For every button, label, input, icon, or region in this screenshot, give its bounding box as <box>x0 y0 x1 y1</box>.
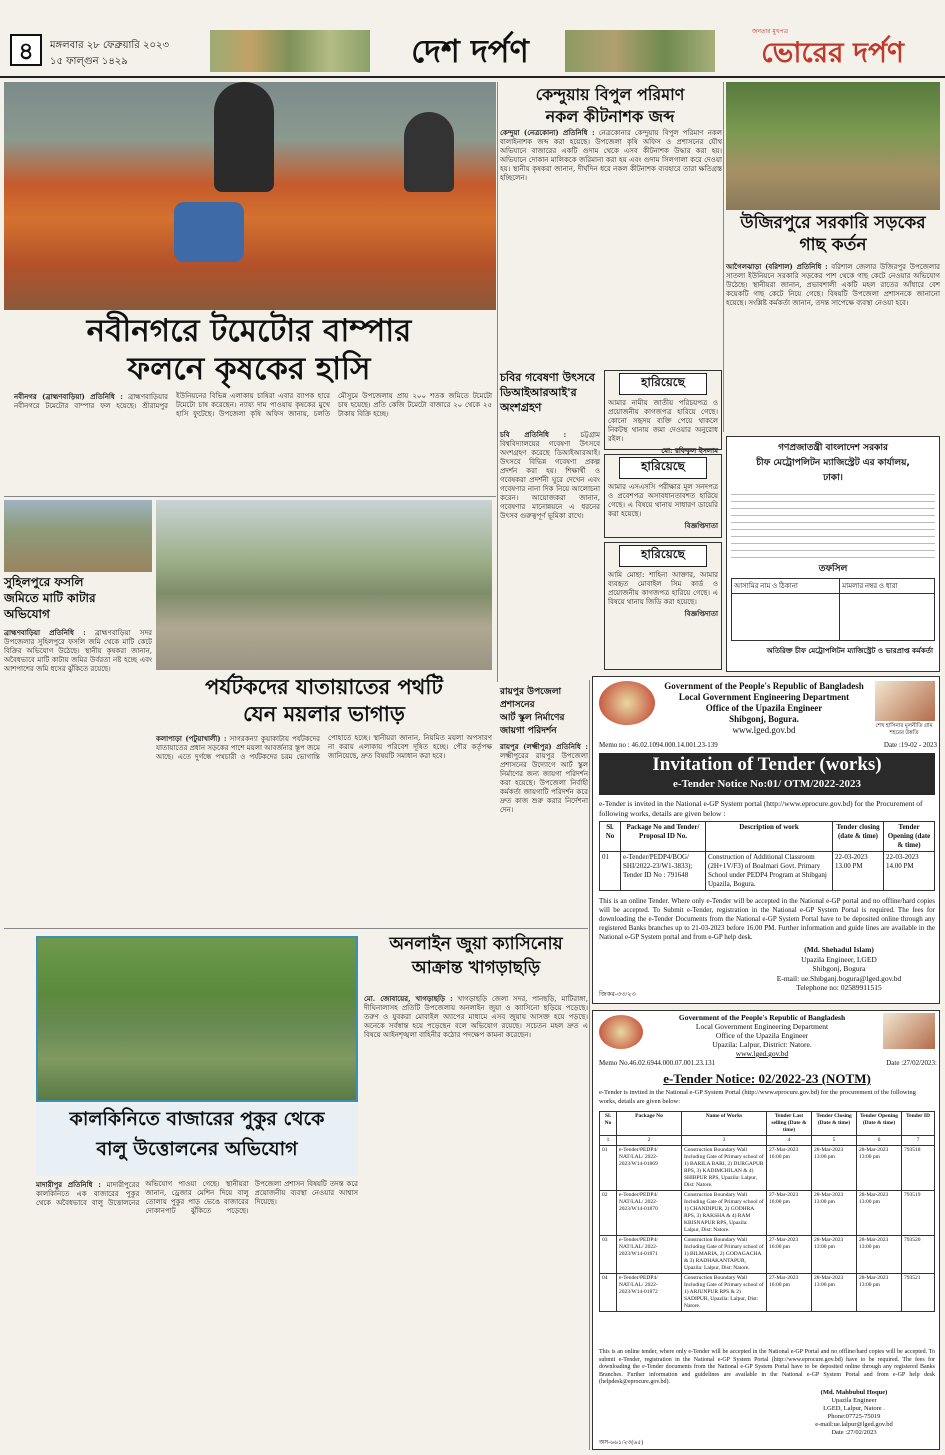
tender2-td: 793518 <box>902 1146 935 1191</box>
raipur-headline-line1: রায়পুর উপজেলা প্রশাসনের <box>500 687 562 710</box>
kalkini-headline-line2: বালু উত্তোলনের অভিযোগ <box>96 1138 298 1160</box>
tomato-sack <box>174 202 244 262</box>
table-row <box>600 1236 935 1274</box>
court-gov: গণপ্রজাতন্ত্রী বাংলাদেশ সরকার <box>778 443 888 453</box>
tender2-td: 27-Mar-2023 16:00 pm <box>767 1146 812 1191</box>
tender2-td: 793521 <box>902 1274 935 1312</box>
tender2-td: 01 <box>600 1146 617 1191</box>
court-city: ঢাকা। <box>823 473 843 483</box>
tender2-td: 28-Mar-2023 13:00 pm <box>812 1146 857 1191</box>
tourism-headline <box>156 674 492 730</box>
tender2-signer-title: Upazila Engineer <box>831 1397 877 1404</box>
pm-portrait <box>883 1013 935 1049</box>
tender2-num: 6 <box>857 1136 902 1146</box>
tender2-th: Name of Works <box>682 1112 767 1136</box>
court-sign: অতিরিক্ত চীফ মেট্রোপলিটন ম্যাজিস্ট্রেট ও ভারপ্রাপ্ত কর্মকর্তা <box>766 647 933 655</box>
tender1-office: Office of the Upazila Engineer <box>705 703 823 713</box>
issue-date-bangla: ১৫ ফাল্গুন ১৪২৯ <box>50 56 128 67</box>
section-rule <box>4 496 496 497</box>
tomato-headline-line2: ফলনে কৃষকের হাসি <box>127 351 371 387</box>
page-header <box>0 0 945 78</box>
suhilpur-byline: ব্রাহ্মণবাড়িয়া প্রতিনিধি : <box>4 628 86 637</box>
kalkini-body: মাদারীপুরের কালকিনিতে এক বাজারের পুকুর থেকে অবৈধভাবে বালু উত্তোলনের অভিযোগ পাওয়া গেছে। স্থানীয়রা জানান, ড্রেজার মেশিন দিয়ে বালু তোলায় পুকুর পাড় ভেঙে বাজারের দোকানপাট ঝুঁকিতে পড়েছে। উপজেলা প্রশাসন বিষয়টি তদন্ত করে প্রয়োজনীয় ব্যবস্থা নেওয়ার আশ্বাস দিয়েছে। <box>36 1180 358 1215</box>
tender2-td: 27-Mar-2023 16:00 pm <box>767 1191 812 1236</box>
lost-notice-name: বিজ্ঞপ্তিদাতা <box>684 609 718 618</box>
kalkini-headline-line1: কালকিনিতে বাজারের পুকুর থেকে <box>69 1108 325 1130</box>
tender2-th: Sl. No <box>600 1112 617 1136</box>
research-byline: চবি প্রতিনিধি : <box>500 430 567 439</box>
tender1-th: Sl. No <box>600 822 621 852</box>
tender1-dept: Local Government Engineering Department <box>678 692 850 702</box>
tender2-th: Tender Last selling (Date & time) <box>767 1112 812 1136</box>
ujirpur-headline <box>726 212 940 260</box>
tender2-th: Tender Opening (Date & time) <box>857 1112 902 1136</box>
raipur-article <box>500 742 588 922</box>
tourism-article <box>156 734 492 920</box>
tender1-td: 22-03-2023 14.00 PM <box>884 852 935 891</box>
table-row <box>600 1146 935 1191</box>
raipur-body: লক্ষ্মীপুরের রায়পুর উপজেলা প্রশাসনের উদ্যোগে আর্ট স্কুল নির্মাণের জন্য জায়গা পরিদর্শন করা হয়েছে। উপজেলা নির্বাহী কর্মকর্তা জায়গাটি পরিদর্শন করে দ্রুত কাজ শুরু করার নির্দেশনা দেন। <box>500 752 588 814</box>
tender2-num: 5 <box>812 1136 857 1146</box>
garbage-road-photo <box>156 500 492 670</box>
tender1-intro: e-Tender is invited in the National e-GP System portal (http://www.eprocure.gov.bd) for the Procurement of following works, details are given below : <box>599 799 923 818</box>
tender2-td: 28-Mar-2023 13:00 pm <box>857 1146 902 1191</box>
tender2-num: 7 <box>902 1136 935 1146</box>
tender1-gov: Government of the People's Republic of Bangladesh <box>664 681 864 691</box>
research-headline-line1: চবির গবেষণা উৎসবে <box>500 371 595 384</box>
casino-headline <box>364 932 588 990</box>
suhilpur-headline <box>4 574 152 626</box>
tender1-th: Tender Opening (date & time) <box>884 822 935 852</box>
tourism-byline: কলাপাড়া (পটুয়াখালী) : <box>156 734 227 743</box>
court-table <box>731 578 935 641</box>
table-row <box>600 1274 935 1312</box>
section-rule <box>4 928 588 929</box>
table-row <box>600 1191 935 1236</box>
kalkini-byline: মাদারীপুর প্রতিনিধি : <box>36 1180 101 1189</box>
lost-notice-body: আমার এসএসসি পরীক্ষার মূল সনদপত্র ও প্রবেশপত্র অসাবধানতাবশত হারিয়ে গেছে। এ বিষয়ে থানায় সাধারণ ডায়েরি করা হয়েছে। <box>608 483 718 518</box>
header-photo-strip-right <box>565 30 715 72</box>
soil-cutting-photo <box>4 500 152 572</box>
mujib-logo <box>599 1015 643 1049</box>
tender2-td: Construction Boundary Wall Including Gate of Primary school of 1) ARJUNPUR RPS & 2) SADIPUR, Upazila: Lalpur, Dist: Natore. <box>682 1274 767 1312</box>
tender1-memo: Memo no : 46.02.1094.000.14.001.23-139 <box>599 741 718 749</box>
tender1-title-box <box>599 753 935 795</box>
tender1-td: 22-03-2023 13.00 PM <box>833 852 884 891</box>
tender1-table-wrap <box>599 821 935 895</box>
court-office: চীফ মেট্রোপলিটন ম্যাজিস্ট্রেট এর কার্যালয়, <box>756 458 910 468</box>
tender2-title: e-Tender Notice: 02/2022-23 (NOTM) <box>663 1071 871 1086</box>
ujirpur-byline: আগৈলঝাড়া (বরিশাল) প্রতিনিধি : <box>726 262 828 271</box>
suhilpur-article <box>4 628 152 928</box>
road-trees-photo <box>726 82 940 210</box>
tender2-num: 1 <box>600 1136 617 1146</box>
ujirpur-headline-line1: উজিরপুরে সরকারি সড়কের <box>740 213 926 233</box>
masthead-logo: ভোরের দর্পণ <box>761 36 904 69</box>
tender1-note: This is an online Tender. Where only e-Tender will be accepted in the National e-GP portal and no offline/hard copies will be accepted. To Submit e-Tender, registration in the National e-GP System Portal is required. The fees for downloading the e-Tender Documents from the National e-GP System Portal have to be deposited online through any registered Banks branches up to 21-03-2023 before 16.00 PM. Further information and guide lines are available in the National e-GP System portal and from e-GP help desk. <box>599 897 935 941</box>
tender1-table <box>599 821 935 891</box>
tender1-sign <box>743 945 935 1003</box>
tender2-email: e-mail:ue.lalpur@lged.gov.bd <box>815 1421 893 1428</box>
court-schedule: তফসিল <box>818 564 848 574</box>
tender2-td: 27-Mar-2023 16:00 pm <box>767 1274 812 1312</box>
tender1-title: Invitation of Tender (works) <box>652 754 882 775</box>
research-body: চট্টগ্রাম বিশ্ববিদ্যালয়ের গবেষণা উৎসবে অংশগ্রহণ করেছে ডিআইআরআই। উৎসবে বিভিন্ন গবেষণা প্রকল্প প্রদর্শন করা হয়। শিক্ষার্থী ও গবেষকরা প্রদর্শনী ঘুরে দেখেন এবং গবেষণার নানা দিক নিয়ে আলোচনা করেন। আয়োজকরা জানান, গবেষণার মানোন্নয়নে এ ধরনের উৎসব গুরুত্বপূর্ণ ভূমিকা রাখে। <box>500 431 600 520</box>
tender2-sign <box>773 1389 935 1447</box>
lost-notice-2 <box>604 454 722 538</box>
casino-body: খাগড়াছড়ি জেলা সদর, পানছড়ি, মাটিরাঙ্গা, দীঘিনালাসহ প্রতিটি উপজেলায় অনলাইন জুয়া ও ক্যাসিনো ছড়িয়ে পড়েছে। তরুণ ও যুবকরা মোবাইল অ্যাপের মাধ্যমে এসব জুয়ায় আসক্ত হয়ে পড়ছে। অনেকে সর্বস্বান্ত হয়ে পড়েছেন বলে অভিযোগ রয়েছে। সচেতন মহল দ্রুত এ বিষয়ে আইনশৃঙ্খলা বাহিনীর কঠোর পদক্ষেপ কামনা করেছেন। <box>364 995 589 1039</box>
tender2-ad-code: অস-৬৬১/২৩(৬৫) <box>599 1440 644 1446</box>
tender2-td: 28-Mar-2023 13:00 pm <box>812 1191 857 1236</box>
tender1-th: Tender closing (date & time) <box>833 822 884 852</box>
header-photo-strip-left <box>210 30 370 72</box>
tender2-td: 28-Mar-2023 13:00 pm <box>812 1236 857 1274</box>
column-rule <box>589 680 590 1450</box>
lost-notice-name: মো: রফিকুল ইসলাম <box>661 446 718 455</box>
ujirpur-article <box>726 262 940 432</box>
research-headline <box>500 370 600 426</box>
court-col1: আসামির নাম ও ঠিকানা <box>732 579 840 594</box>
tender1-place: Shibgonj, Bogura. <box>729 714 799 724</box>
tender2-signer-place: LGED, Lalpur, Natore . <box>823 1405 885 1412</box>
tender2-td: e-Tender/PEDP4/ NAT/LAL/ 2022-2023/W14-01872 <box>617 1274 682 1312</box>
tender2-signer: (Md. Mahbubul Hoque) <box>820 1389 888 1396</box>
tender2-gov: Government of the People's Republic of Bangladesh <box>678 1013 846 1022</box>
kendua-headline: নকল কীটনাশক জব্দ <box>545 107 675 126</box>
tomato-article <box>14 392 492 492</box>
tender2-td: 793520 <box>902 1236 935 1274</box>
casino-headline-line2: আক্রান্ত খাগড়াছড়ি <box>411 958 541 978</box>
tourism-headline-line1: পর্যটকদের যাতায়াতের পথটি <box>205 675 443 699</box>
tender2-num: 4 <box>767 1136 812 1146</box>
tender2-note: This is an online tender, where only e-Tender will be accepted in the National e-GP Portal and no offline/hard copies will be accepted. To submit e-Tender, registration in the National e-GP System Portal (http://www.eprocure.gov.bd) have to be required. The fees for downloading the e-Tender documents from the National e-GP System Portal have to be deposited online through any registered Banks Branches. Further information and guidelines are available in the National e-GP System Portal and from e-GP help desk (helpdesk@eprocure.gov.bd). <box>599 1349 935 1385</box>
tender2-td: 28-Mar-2023 13:00 pm <box>857 1236 902 1274</box>
tender2-table <box>599 1111 935 1312</box>
mujib-caption: শেখ হাসিনার মূলনীতি গ্রাম শহরের উন্নতি <box>875 723 933 736</box>
tender2-td: e-Tender/PEDP4/ NAT/LAL/ 2022-2023/W14-01869 <box>617 1146 682 1191</box>
kendua-article <box>500 128 722 368</box>
tender1-ad-code: জিকর-৩৩/২৩ <box>599 991 636 998</box>
tender2-table-wrap <box>599 1111 935 1347</box>
tender2-td: 28-Mar-2023 13:00 pm <box>857 1274 902 1312</box>
ujirpur-headline-line2: গাছ কর্তন <box>799 235 867 255</box>
column-rule <box>497 82 498 682</box>
tender1-signer-title: Upazila Engineer, LGED <box>801 954 877 964</box>
column-rule <box>723 82 724 432</box>
casino-byline: মো. জোবায়ের, খাগড়াছড়ি : <box>364 994 453 1003</box>
tender2-td: 03 <box>600 1236 617 1274</box>
page-number: ৪ <box>10 34 42 66</box>
tourism-body: সাগরকন্যা কুয়াকাটায় পর্যটকদের যাতায়াতের প্রধান সড়কের পাশে ময়লা আবর্জনার স্তূপ জমে আছে। এতে দুর্গন্ধে পথচারী ও পর্যটকদের চরম ভোগান্তি পোহাতে হচ্ছে। স্থানীয়রা জানান, নিয়মিত ময়লা অপসারণ না করায় এলাকায় পরিবেশ দূষিত হচ্ছে। পৌর কর্তৃপক্ষ জানিয়েছে, দ্রুত বিষয়টি সমাধান করা হবে। <box>156 734 492 761</box>
mujib-logo <box>599 681 655 725</box>
tender1-signer-place: Shibgonj, Bogura <box>812 964 866 973</box>
table-row <box>600 1136 935 1146</box>
tender1-phone: Telephone no: 02589911515 <box>796 983 882 992</box>
lost-notice-title: হারিয়েছে <box>619 457 707 479</box>
farmer-figure <box>214 82 274 192</box>
raipur-headline <box>500 686 588 738</box>
tender-notice-shibgonj <box>592 676 940 1004</box>
tender1-td: e-Tender/PEDP4/BOG/ SHI/2022-23/W1-3833); Tender ID No : 791648 <box>621 852 706 891</box>
raipur-byline: রায়পুর (লক্ষ্মীপুর) প্রতিনিধি : <box>500 742 588 751</box>
court-cell <box>732 594 840 641</box>
issue-date: মঙ্গলবার ২৮ ফেব্রুয়ারি ২০২৩ <box>50 40 169 51</box>
tender2-num: 3 <box>682 1136 767 1146</box>
kalkini-article <box>36 1180 358 1444</box>
tomato-body: ব্রাহ্মণবাড়িয়ার নবীনগরে টমেটোর বাম্পার ফল হয়েছে। শ্রীরামপুর ইউনিয়নের বিভিন্ন এলাকায় চাষিরা এবার ব্যাপক হারে টমেটো চাষ করেছেন। ন্যায্য দাম পাওয়ায় কৃষকের মুখে হাসি ফুটেছে। উপজেলা কৃষি অফিস জানায়, চলতি মৌসুমে উপজেলায় প্রায় ২০০ শতক জমিতে টমেটো চাষ হয়েছে। প্রতি কেজি টমেটো বাজারে ২০ থেকে ২৫ টাকায় বিক্রি হচ্ছে। <box>14 392 492 418</box>
research-headline-line2: ডিআইআরআই'র <box>500 386 577 399</box>
tender1-td: Construction of Additional Classroom (2H+1V/F3) of Boalmari Govt. Primary School under PEDP4 Program at Shibganj Upazila, Bogura. <box>706 852 833 891</box>
tender2-num: 2 <box>617 1136 682 1146</box>
court-cell <box>840 594 935 641</box>
masthead-tagline: জনতার মুখপত্র <box>752 28 789 35</box>
tender1-signer: (Md. Shehadul Islam) <box>804 945 874 954</box>
tender2-td: 28-Mar-2023 13:00 pm <box>857 1191 902 1236</box>
tomato-market-photo <box>4 82 496 310</box>
farmer-figure-2 <box>404 112 454 192</box>
lost-notice-3 <box>604 542 722 670</box>
tender2-td: Construction Boundary Wall Including Gate of Primary school of 1) BILMARIA, 2) GODAGACHA & 3) RADHAKANTAPUR, Upazila: Lalpur, Dist: Natore. <box>682 1236 767 1274</box>
suhilpur-headline-line2: জমিতে মাটি কাটার <box>4 591 96 605</box>
suhilpur-headline-line1: সুহিলপুরে ফসলি <box>4 575 84 589</box>
ujirpur-body: বরিশাল জেলার উজিরপুর উপজেলার সাতলা ইউনিয়নে সরকারি সড়কের পাশ থেকে গাছ কেটে নেওয়ার অভিযোগ উঠেছে। স্থানীয়রা জানান, প্রভাবশালী একটি মহল রাতের আঁধারে বেশ কয়েকটি গাছ কেটে নিয়ে গেছে। বিষয়টি উপজেলা প্রশাসনকে জানানো হয়েছে। সংশ্লিষ্ট কর্মকর্তা জানান, তদন্ত সাপেক্ষে ব্যবস্থা নেওয়া হবে। <box>726 263 940 307</box>
tender1-th: Description of work <box>706 822 833 852</box>
tender2-th: Tender Closing (Date & time) <box>812 1112 857 1136</box>
tender1-subtitle: e-Tender Notice No:01/ OTM/2022-2023 <box>673 778 861 790</box>
tender1-th: Package No and Tender/ Proposal ID No. <box>621 822 706 852</box>
research-article <box>500 430 600 680</box>
tender2-td: 04 <box>600 1274 617 1312</box>
kalkini-headline <box>36 1104 358 1176</box>
raipur-headline-line3: জায়গা পরিদর্শন <box>500 726 557 736</box>
court-col2: মামলার নম্বর ও ধারা <box>840 579 935 594</box>
tender2-td: 793519 <box>902 1191 935 1236</box>
tender2-td: Construction Boundary Wall Including Gate of Primary school of 1) CHANDIPUR, 2) GODHRA RPS, 3) RAKSHA & 4) RAM KRISNAPUR RPS, Upazila: Lalpur, Dist: Natore. <box>682 1191 767 1236</box>
court-body <box>731 488 935 558</box>
pm-portrait <box>875 681 935 721</box>
casino-headline-line1: অনলাইন জুয়া ক্যাসিনোয় <box>389 934 563 954</box>
tender1-email: E-mail: ue.Shibganj.bogura@lged.gov.bd <box>776 973 902 983</box>
tourism-headline-line2: যেন ময়লার ভাগাড় <box>243 702 405 726</box>
tender2-th: Package No <box>617 1112 682 1136</box>
lost-notice-title: হারিয়েছে <box>619 545 707 567</box>
lost-notice-title: হারিয়েছে <box>619 373 707 395</box>
tender2-dept: Local Government Engineering Department <box>695 1022 829 1031</box>
tender2-date: Date :27/02/2023: <box>886 1059 937 1067</box>
court-notice <box>726 436 940 672</box>
tender2-td: Construction Boundary Wall Including Gate of Primary school of 1) BARILA BARI, 2) DURGAPUR RPS, 3) KADIMCHILAN & 4) SHIBPUR RPS, Upazila: Lalpur, Dist: Natore. <box>682 1146 767 1191</box>
pond-sand-photo <box>36 936 358 1102</box>
lost-notice-body: আমার নামীয় জাতীয় পরিচয়পত্র ও প্রয়োজনীয় কাগজপত্র হারিয়ে গেছে। কোনো সহৃদয় ব্যক্তি পেয়ে থাকলে নিকটস্থ থানায় জমা দেওয়ার অনুরোধ রইল। <box>608 399 718 443</box>
tender1-header <box>659 681 869 737</box>
tender2-td: 02 <box>600 1191 617 1236</box>
tender2-place: Upazila: Lalpur, District: Natore. <box>712 1040 812 1049</box>
tender2-th: Tender ID <box>902 1112 935 1136</box>
tender2-memo: Memo No.46.02.6944.000.07.001.23.131 <box>599 1059 716 1067</box>
tender2-td: e-Tender/PEDP4/ NAT/LAL/ 2022-2023/W14-01871 <box>617 1236 682 1274</box>
section-title: দেশ দর্পণ <box>411 32 529 70</box>
tender2-sign-date: Date :27/02/2023 <box>831 1429 877 1436</box>
suhilpur-headline-line3: অভিযোগ <box>4 607 50 621</box>
lost-notice-body: আমি মোছা: শাহিনা আক্তার, আমার ব্যবহৃত মোবাইল সিম কার্ড ও প্রয়োজনীয় কাগজপত্র হারিয়ে গেছে। এ বিষয়ে থানায় জিডি করা হয়েছে। <box>608 571 718 606</box>
table-row <box>600 852 935 891</box>
tender2-td: 27-Mar-2023 16:00 pm <box>767 1236 812 1274</box>
casino-article <box>364 994 588 1444</box>
lost-notice-1 <box>604 370 722 455</box>
kendua-kicker: কেন্দুয়ায় বিপুল পরিমাণ <box>535 85 685 104</box>
tomato-byline: নবীনগর (ব্রাহ্মণবাড়িয়া) প্রতিনিধি : <box>14 392 123 401</box>
tender2-header <box>647 1013 877 1059</box>
tender1-web: www.lged.gov.bd <box>732 725 796 735</box>
tender2-web: www.lged.gov.bd <box>735 1049 789 1058</box>
tender2-td: 28-Mar-2023 13:00 pm <box>812 1274 857 1312</box>
tender2-phone: Phone:07725-75019 <box>827 1413 881 1420</box>
tender1-date: Date :19-02 - 2023 <box>883 741 937 749</box>
tender-notice-lalpur <box>592 1010 940 1450</box>
tender1-td: 01 <box>600 852 621 891</box>
tender2-intro: e-Tender is invited in the National e-GP System Portal (http://www.eprocure.gov.bd) for the procurement of the following works, details are given below: <box>599 1089 916 1105</box>
tomato-headline-line1: নবীনগরে টমেটোর বাম্পার <box>86 313 412 349</box>
kendua-byline: কেন্দুয়া (নেত্রকোনা) প্রতিনিধি : <box>500 128 595 137</box>
tender2-office: Office of the Upazila Engineer <box>715 1031 809 1040</box>
kendua-body: নেত্রকোনার কেন্দুয়ায় বিপুল পরিমাণ নকল বালাইনাশক জব্দ করা হয়েছে। উপজেলা কৃষি অফিস ও প্রশাসনের যৌথ অভিযানে বাজারের একটি গুদাম থেকে এসব কীটনাশক উদ্ধার করা হয়। অভিযানে দোকান মালিককে জরিমানা করা হয় এবং গুদাম সিলগালা করে দেওয়া হয়। স্থানীয় কৃষকরা জানান, দীর্ঘদিন ধরে নকল কীটনাশক ব্যবহারে তারা ক্ষতিগ্রস্ত হচ্ছিলেন। <box>500 129 722 182</box>
tomato-headline <box>14 312 484 390</box>
tender2-td: e-Tender/PEDP4/ NAT/LAL/ 2022-2023/W14-01870 <box>617 1191 682 1236</box>
lost-notice-name: বিজ্ঞপ্তিদাতা <box>684 521 718 530</box>
suhilpur-body: ব্রাহ্মণবাড়িয়া সদর উপজেলার সুহিলপুরে ফসলি জমি থেকে মাটি কেটে বিক্রির অভিযোগ উঠেছে। স্থানীয় কৃষকরা জানান, অবৈধভাবে মাটি কাটায় জমির উর্বরতা নষ্ট হচ্ছে এবং আশপাশের জমি ধসের ঝুঁকিতে রয়েছে। <box>4 629 152 673</box>
research-headline-line3: অংশগ্রহণ <box>500 401 542 414</box>
raipur-headline-line2: আর্ট স্কুল নির্মাণের <box>500 713 565 723</box>
